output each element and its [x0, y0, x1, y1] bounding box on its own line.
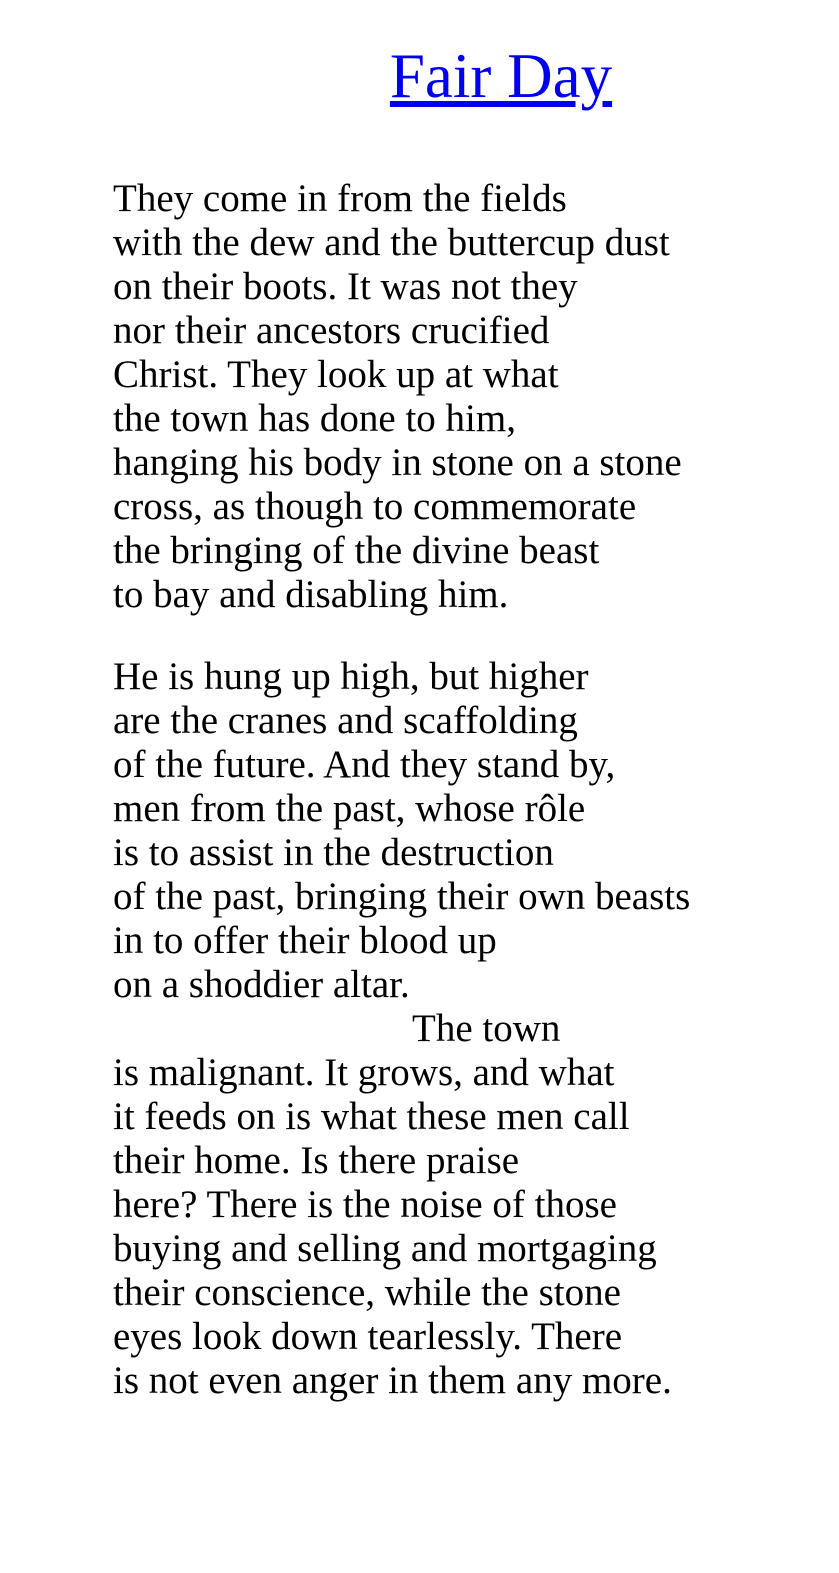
poem-line: is malignant. It grows, and what — [113, 1051, 615, 1094]
poem-line: the bringing of the divine beast — [113, 529, 600, 572]
poem-stanza — [113, 655, 839, 1403]
poem-line: buying and selling and mortgaging — [113, 1227, 657, 1270]
poem-line: with the dew and the buttercup dust — [113, 221, 670, 264]
poem-line: on a shoddier altar. — [113, 963, 410, 1006]
poem-line: He is hung up high, but higher — [113, 655, 589, 698]
poem-line: of the future. And they stand by, — [113, 743, 616, 786]
poem-line: their home. Is there praise — [113, 1139, 520, 1182]
poem — [113, 177, 839, 1403]
poem-line: in to offer their blood up — [113, 919, 497, 962]
poem-line: is not even anger in them any more. — [113, 1359, 672, 1402]
poem-line: of the past, bringing their own beasts — [113, 875, 691, 918]
poem-line: nor their ancestors crucified — [113, 309, 550, 352]
poem-stanza — [113, 177, 839, 617]
poem-line: men from the past, whose rôle — [113, 787, 586, 830]
poem-line: cross, as though to commemorate — [113, 485, 637, 528]
poem-line: eyes look down tearlessly. There — [113, 1315, 623, 1358]
poem-line: the town has done to him, — [113, 397, 516, 440]
poem-line: to bay and disabling him. — [113, 573, 509, 616]
poem-line: are the cranes and scaffolding — [113, 699, 578, 742]
poem-line: The town — [412, 1007, 561, 1050]
poem-title-link[interactable]: Fair Day — [389, 41, 613, 111]
poem-line: on their boots. It was not they — [113, 265, 578, 308]
poem-line: here? There is the noise of those — [113, 1183, 617, 1226]
page-title — [175, 40, 839, 112]
poem-line: hanging his body in stone on a stone — [113, 441, 682, 484]
poem-line: it feeds on is what these men call — [113, 1095, 630, 1138]
poem-line: They come in from the fields — [113, 177, 567, 220]
poem-line: their conscience, while the stone — [113, 1271, 621, 1314]
poem-line: Christ. They look up at what — [113, 353, 559, 396]
poem-line: is to assist in the destruction — [113, 831, 554, 874]
